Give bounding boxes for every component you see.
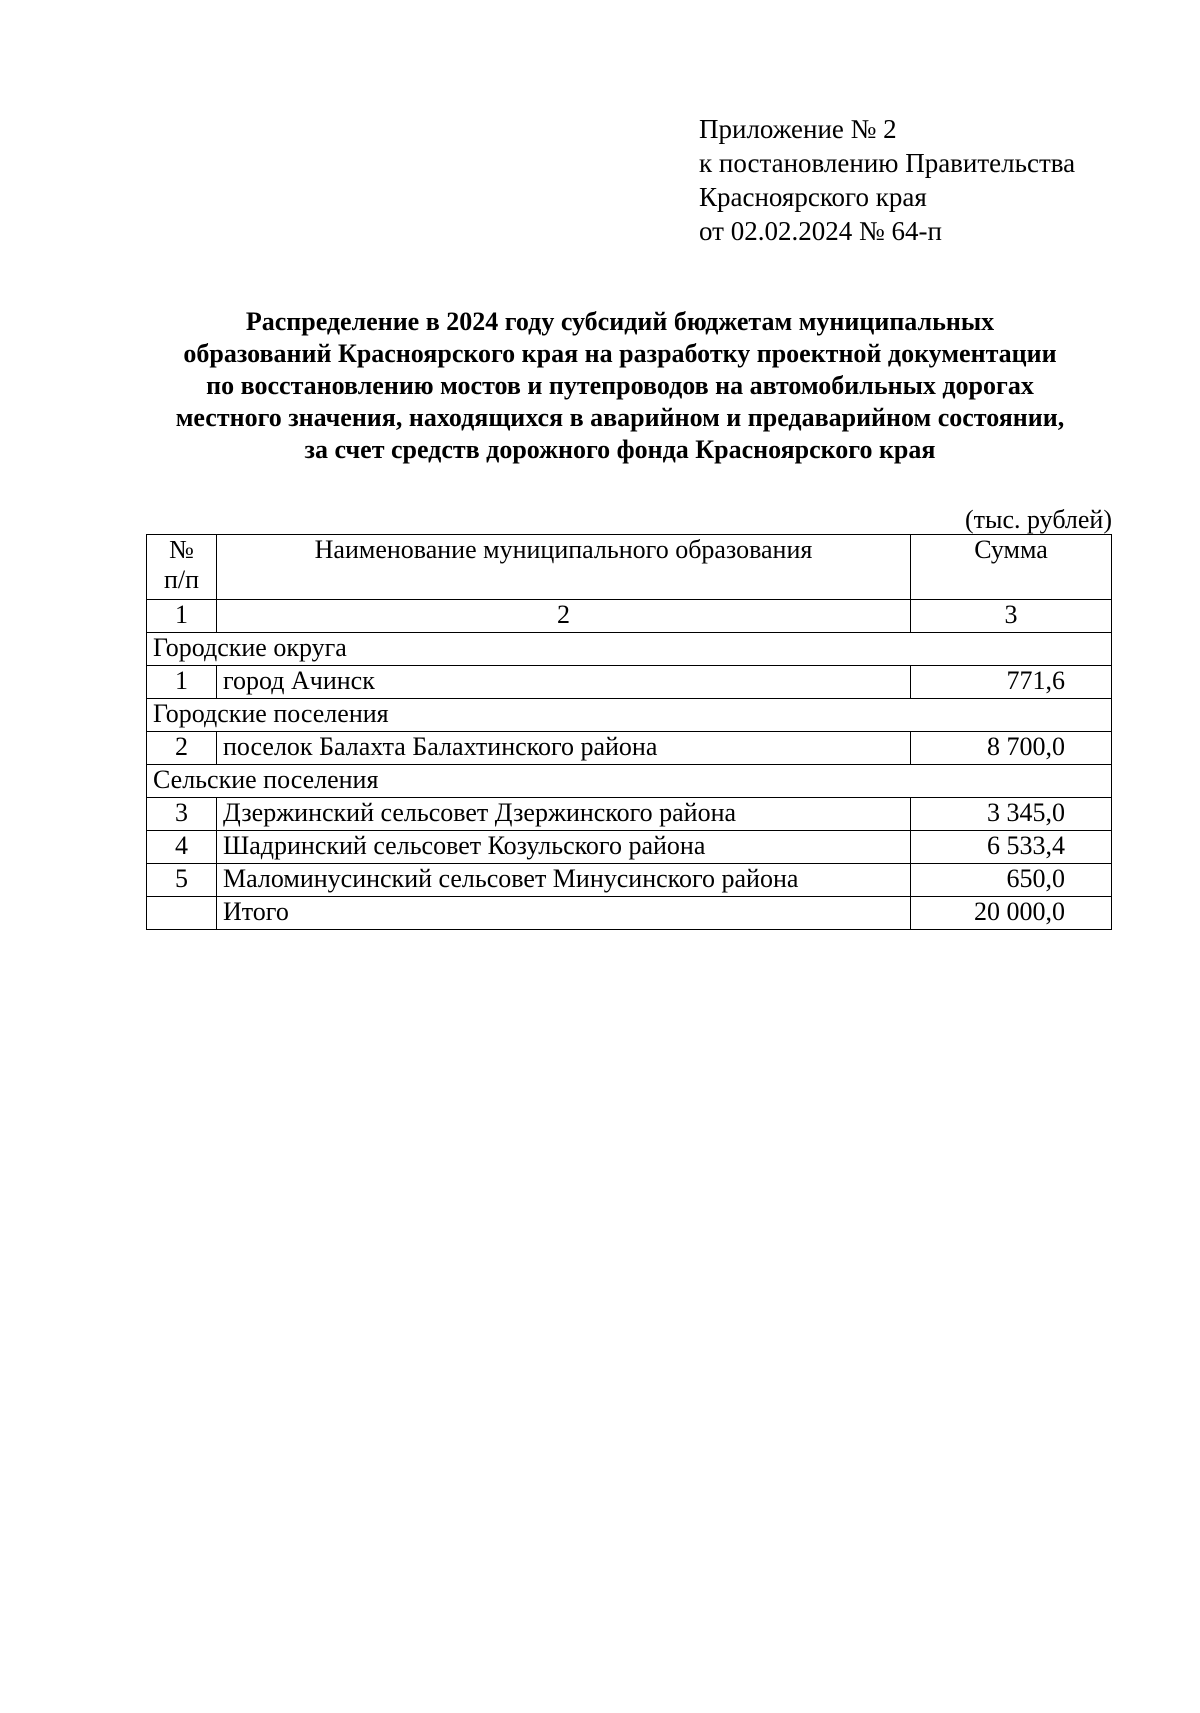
title-line: за счет средств дорожного фонда Красноярского края [304,435,936,464]
header-sum: Сумма [911,535,1112,600]
group-title: Городские округа [147,633,1112,666]
group-row [147,765,1112,798]
row-num: 3 [147,798,217,831]
header-num [147,535,217,600]
col-number: 1 [147,600,217,633]
appendix-line: Красноярского края [699,182,927,212]
table-row [147,666,1112,699]
header-row [147,535,1112,600]
row-name: Шадринский сельсовет Козульского района [217,831,911,864]
total-num-empty [147,897,217,930]
table-row [147,732,1112,765]
row-sum: 771,6 [911,666,1112,699]
group-title: Сельские поселения [147,765,1112,798]
appendix-line: от 02.02.2024 № 64-п [699,216,942,246]
group-row [147,699,1112,732]
row-num: 2 [147,732,217,765]
row-sum: 3 345,0 [911,798,1112,831]
total-sum: 20 000,0 [911,897,1112,930]
table-row [147,864,1112,897]
row-num: 1 [147,666,217,699]
row-sum: 8 700,0 [911,732,1112,765]
units-label: (тыс. рублей) [964,505,1112,534]
header-name: Наименование муниципального образования [217,535,911,600]
document-title [130,306,1110,466]
appendix-line: к постановлению Правительства [699,148,1076,178]
title-line: Распределение в 2024 году субсидий бюджетам муниципальных [245,307,995,336]
row-name: Дзержинский сельсовет Дзержинского района [217,798,911,831]
header-num-line1: № [169,535,194,564]
table-row [147,831,1112,864]
appendix-line: Приложение № 2 [699,114,897,144]
group-row [147,633,1112,666]
total-row [147,897,1112,930]
group-title: Городские поселения [147,699,1112,732]
appendix-block [699,112,1075,248]
col-number: 2 [217,600,911,633]
row-num: 4 [147,831,217,864]
row-sum: 650,0 [911,864,1112,897]
row-name: Маломинусинский сельсовет Минусинского района [217,864,911,897]
title-line: образований Красноярского края на разработку проектной документации [183,339,1057,368]
title-line: местного значения, находящихся в аварийном и предаварийном состоянии, [175,403,1065,432]
distribution-table [146,534,1112,930]
row-sum: 6 533,4 [911,831,1112,864]
row-num: 5 [147,864,217,897]
title-line: по восстановлению мостов и путепроводов на автомобильных дорогах [206,371,1034,400]
row-name: город Ачинск [217,666,911,699]
row-name: поселок Балахта Балахтинского района [217,732,911,765]
column-number-row [147,600,1112,633]
table-row [147,798,1112,831]
header-num-line2: п/п [163,565,200,594]
col-number: 3 [911,600,1112,633]
total-label: Итого [217,897,911,930]
